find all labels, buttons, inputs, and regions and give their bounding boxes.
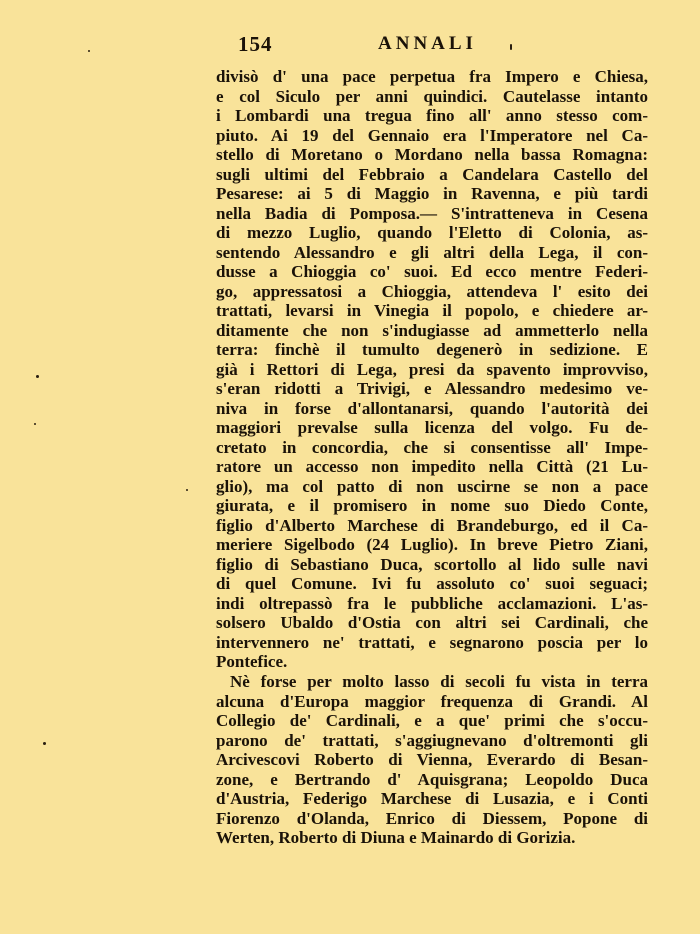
text-line: cretato in concordia, che si consentisse all' Impe-: [216, 437, 648, 457]
text-line: dusse a Chioggia co' suoi. Ed ecco mentre Federi-: [216, 262, 648, 282]
text-line: terra: finchè il tumulto degenerò in sedizione. E: [216, 340, 648, 360]
text-line: meriere Sigelbodo (24 Luglio). In breve Pietro Ziani,: [216, 535, 648, 555]
text-line: s'eran ridotti a Trivigi, e Alessandro medesimo ve-: [216, 379, 648, 399]
text-line: zone, e Bertrando d' Aquisgrana; Leopoldo Duca: [216, 769, 648, 789]
text-line: i Lombardi una tregua fino all' anno stesso com-: [216, 106, 648, 126]
text-line: ditamente che non s'indugiasse ad ammetterlo nella: [216, 320, 648, 340]
text-line: niva in forse d'allontanarsi, quando l'autorità dei: [216, 398, 648, 418]
running-head: ANNALI: [378, 33, 477, 54]
text-line: intervennero ne' trattati, e segnarono poscia per lo: [216, 632, 648, 652]
text-line: glio), ma col patto di non uscirne se non a pace: [216, 476, 648, 496]
text-line: Nè forse per molto lasso di secoli fu vista in terra: [230, 671, 648, 691]
text-line: Werten, Roberto di Diuna e Mainardo di Gorizia.: [216, 828, 576, 848]
text-line: già i Rettori di Lega, presi da spavento improvviso,: [216, 359, 648, 379]
text-line: trattati, levarsi in Vinegia il popolo, e chiedere ar-: [216, 301, 648, 321]
page-header: [216, 32, 648, 58]
text-line: piuto. Ai 19 del Gennaio era l'Imperatore nel Ca-: [216, 125, 648, 145]
text-line: Arcivescovi Roberto di Vienna, Everardo di Besan-: [216, 750, 648, 770]
text-line: maggiori prevalse sulla licenza del volgo. Fu de-: [216, 418, 648, 438]
text-line: Fiorenzo d'Olanda, Enrico di Diessem, Popone di: [216, 808, 648, 828]
text-line: divisò d' una pace perpetua fra Impero e Chiesa,: [216, 67, 648, 86]
text-line: stello di Moretano o Mordano nella bassa Romagna:: [216, 145, 648, 165]
text-line: giurata, e il promisero in nome suo Diedo Conte,: [216, 496, 648, 516]
scan-speck: [186, 489, 188, 491]
text-line: go, appressatosi a Chioggia, attendeva l' esito dei: [216, 281, 648, 301]
text-line: figlio d'Alberto Marchese di Brandeburgo, ed il Ca-: [216, 515, 648, 535]
text-line: d'Austria, Federigo Marchese di Lusazia, e i Conti: [216, 789, 648, 809]
scan-speck: [43, 742, 46, 745]
scan-speck: [36, 375, 39, 378]
text-line: ratore un accesso non impedito nella Città (21 Lu-: [216, 457, 648, 477]
text-line: Pesarese: ai 5 di Maggio in Ravenna, e più tardi: [216, 184, 648, 204]
text-line: Collegio de' Cardinali, e a que' primi che s'occu-: [216, 711, 648, 731]
text-line: di mezzo Luglio, quando l'Eletto di Colonia, as-: [216, 223, 648, 243]
text-line: e col Siculo per anni quindici. Cautelasse intanto: [216, 86, 648, 106]
text-line: nella Badia di Pomposa.— S'intratteneva in Cesena: [216, 203, 648, 223]
text-line: di quel Comune. Ivi fu assoluto co' suoi seguaci;: [216, 574, 648, 594]
text-line: alcuna d'Europa maggior frequenza di Grandi. Al: [216, 691, 648, 711]
scan-speck: [34, 423, 36, 425]
page-number: 154: [238, 32, 273, 56]
scan-speck: [88, 50, 90, 52]
scan-speck: [510, 44, 512, 50]
text-line: parono de' trattati, s'aggiugnevano d'oltremonti gli: [216, 730, 648, 750]
text-line: Pontefice.: [216, 652, 288, 672]
text-line: figlio di Sebastiano Duca, scortollo al lido sulle navi: [216, 554, 648, 574]
text-line: sugli ultimi del Febbraio a Candelara Castello del: [216, 164, 648, 184]
text-line: indi oltrepassò fra le pubbliche acclamazioni. L'as-: [216, 593, 648, 613]
text-line: solsero Ubaldo d'Ostia con altri sei Cardinali, che: [216, 613, 648, 633]
text-line: sentendo Alessandro e gli altri della Lega, il con-: [216, 242, 648, 262]
body-text: [216, 67, 648, 848]
